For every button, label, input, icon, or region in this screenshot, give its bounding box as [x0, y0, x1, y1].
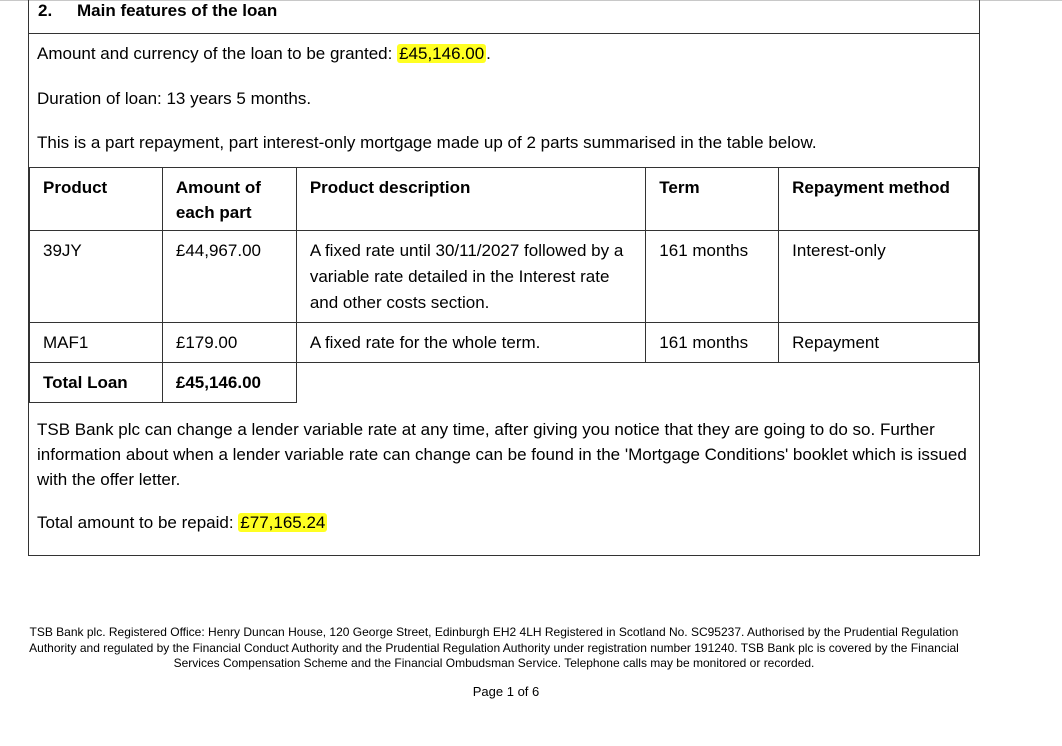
column-header-product: Product	[30, 168, 163, 231]
table-header-row	[30, 168, 979, 231]
page-number: Page 1 of 6	[472, 684, 540, 699]
cell-product: 39JY	[30, 231, 163, 323]
loan-amount-suffix: .	[486, 44, 491, 63]
legal-footer: TSB Bank plc. Registered Office: Henry Duncan House, 120 George Street, Edinburgh EH2 4LH Registered in Scotland No. SC95237. Authorised by the Prudential Regulation Authority and regulated by the Financial Conduct Authority and the Prudential Regulation Authority under registration number 191240. TSB Bank plc is covered by the Financial Services Compensation Scheme and the Financial Ombudsman Service. Telephone calls may be monitored or recorded.	[29, 625, 959, 670]
section-title: Main features of the loan	[77, 1, 278, 20]
total-loan-label: Total Loan	[30, 363, 163, 403]
section-number: 2.	[38, 1, 53, 20]
column-header-method: Repayment method	[779, 168, 979, 231]
section-header	[29, 0, 979, 34]
cell-term: 161 months	[646, 323, 779, 363]
loan-features-section	[28, 0, 980, 556]
loan-amount-line	[37, 44, 491, 64]
cell-description: A fixed rate for the whole term.	[296, 323, 645, 363]
cell-method: Repayment	[779, 323, 979, 363]
total-repaid-line	[37, 513, 327, 533]
cell-amount: £179.00	[162, 323, 296, 363]
variable-rate-paragraph: TSB Bank plc can change a lender variable rate at any time, after giving you notice that they are going to do so. Further information about when a lender variable rate can change can be found in the 'Mortgage Conditions' booklet which is issued with the offer letter.	[37, 420, 967, 489]
loan-amount-label: Amount and currency of the loan to be granted:	[37, 44, 398, 63]
cell-term: 161 months	[646, 231, 779, 323]
cell-description: A fixed rate until 30/11/2027 followed by a variable rate detailed in the Interest rate and other costs section.	[296, 231, 645, 323]
table-row	[30, 231, 979, 323]
column-header-term: Term	[646, 168, 779, 231]
total-loan-value: £45,146.00	[162, 363, 296, 403]
loan-amount-value: £45,146.00	[399, 44, 485, 63]
table-row	[30, 323, 979, 363]
mortgage-intro-line: This is a part repayment, part interest-only mortgage made up of 2 parts summarised in the table below.	[37, 133, 817, 152]
cell-method: Interest-only	[779, 231, 979, 323]
column-header-amount: Amount of each part	[162, 168, 296, 231]
total-loan-row	[30, 363, 979, 403]
cell-amount: £44,967.00	[162, 231, 296, 323]
loan-parts-table	[29, 167, 979, 403]
total-repaid-label: Total amount to be repaid:	[37, 513, 239, 532]
column-header-description: Product description	[296, 168, 645, 231]
loan-duration-line: Duration of loan: 13 years 5 months.	[37, 89, 312, 108]
total-repaid-value: £77,165.24	[240, 513, 326, 532]
cell-product: MAF1	[30, 323, 163, 363]
